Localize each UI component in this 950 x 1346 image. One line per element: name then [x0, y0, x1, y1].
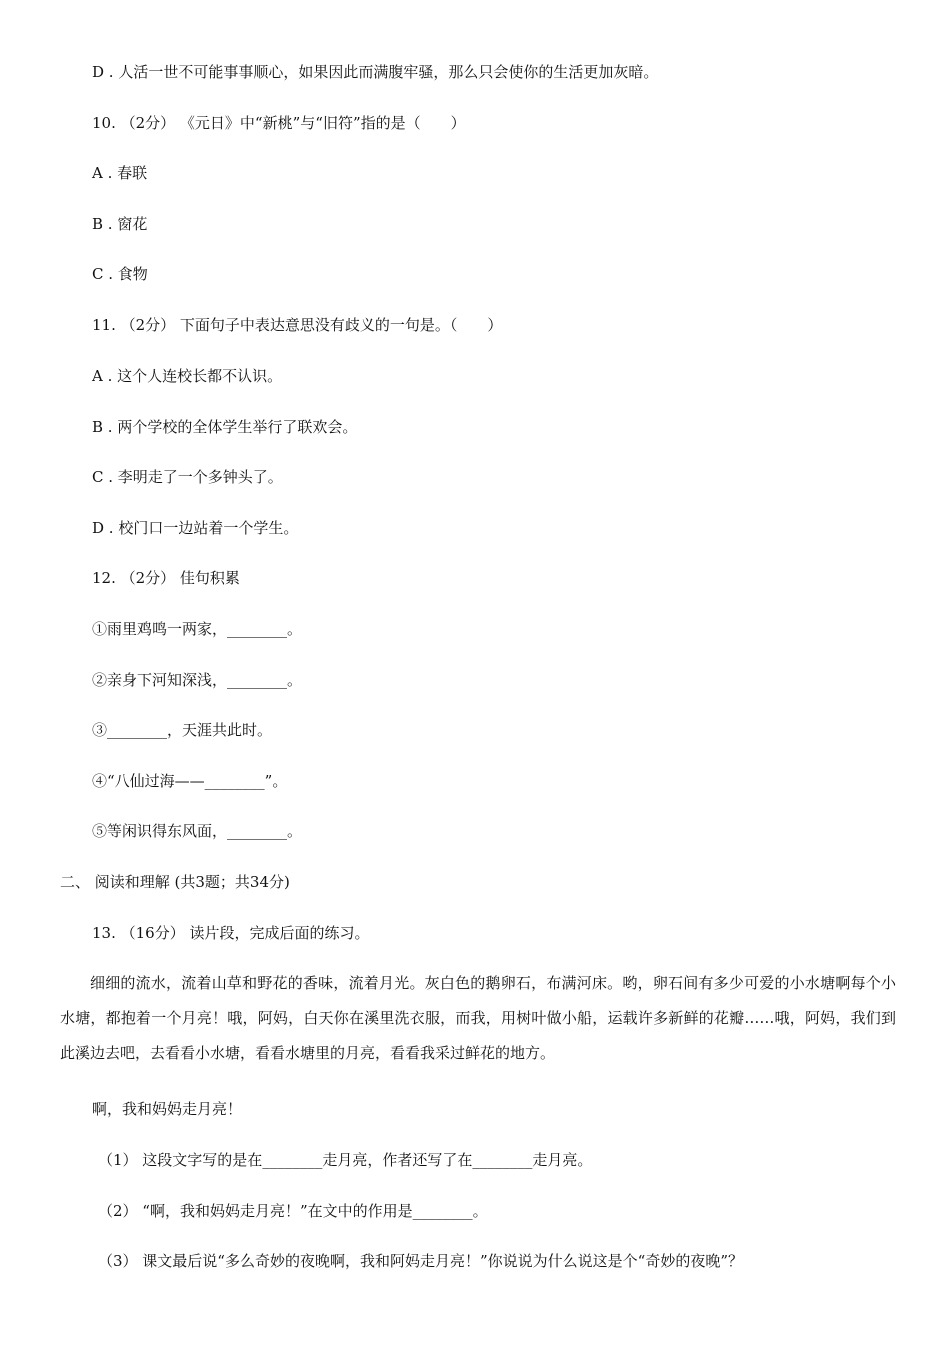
- q12-stem: 12. （2分） 佳句积累: [92, 569, 240, 587]
- q10-option-c: C . 食物: [92, 265, 148, 283]
- q12-item-2: ②亲身下河知深浅，________。: [92, 671, 303, 689]
- section-2-title: 二、 阅读和理解 (共3题；共34分): [60, 873, 290, 891]
- q12-item-5: ⑤等闲识得东风面，________。: [92, 822, 303, 840]
- q11-option-a: A . 这个人连校长都不认识。: [92, 367, 283, 385]
- q11-option-c: C . 李明走了一个多钟头了。: [92, 468, 283, 486]
- q11-stem: 11. （2分） 下面句子中表达意思没有歧义的一句是。（ ）: [92, 316, 503, 334]
- q12-item-1: ①雨里鸡鸣一两家，________。: [92, 620, 303, 638]
- q11-option-b: B . 两个学校的全体学生举行了联欢会。: [92, 418, 358, 436]
- q12-item-4: ④“八仙过海——________”。: [92, 772, 288, 790]
- q9-option-d: D . 人活一世不可能事事顺心，如果因此而满腹牢骚，那么只会使你的生活更加灰暗。: [92, 63, 659, 81]
- q13-stem: 13. （16分） 读片段，完成后面的练习。: [92, 924, 370, 942]
- q10-stem: 10. （2分） 《元日》中“新桃”与“旧符”指的是（ ）: [92, 114, 466, 132]
- q13-sub-3: （3） 课文最后说“多么奇妙的夜晚啊，我和阿妈走月亮！”你说说为什么说这是个“奇妙的夜晚”？: [98, 1252, 743, 1270]
- q13-sub-1: （1） 这段文字写的是在________走月亮，作者还写了在________走月亮。: [98, 1151, 593, 1169]
- q13-sub-2: （2） “啊，我和妈妈走月亮！”在文中的作用是________。: [98, 1202, 488, 1220]
- q11-option-d: D . 校门口一边站着一个学生。: [92, 519, 299, 537]
- q13-exclaim: 啊，我和妈妈走月亮！: [92, 1100, 243, 1118]
- q13-passage: 细细的流水，流着山草和野花的香味，流着月光。灰白色的鹅卵石，布满河床。哟，卵石间有多少可爱的小水塘啊每个小水塘，都抱着一个月亮！哦，阿妈，白天你在溪里洗衣服，而我，用树叶做小船，运载许多新鲜的花瓣……哦，阿妈，我们到此溪边去吧，去看看小水塘，看看水塘里的月亮，看看我采过鲜花的地方。: [60, 974, 896, 1062]
- q10-option-a: A . 春联: [92, 164, 148, 182]
- q12-item-3: ③________，天涯共此时。: [92, 721, 273, 739]
- q10-option-b: B . 窗花: [92, 215, 148, 233]
